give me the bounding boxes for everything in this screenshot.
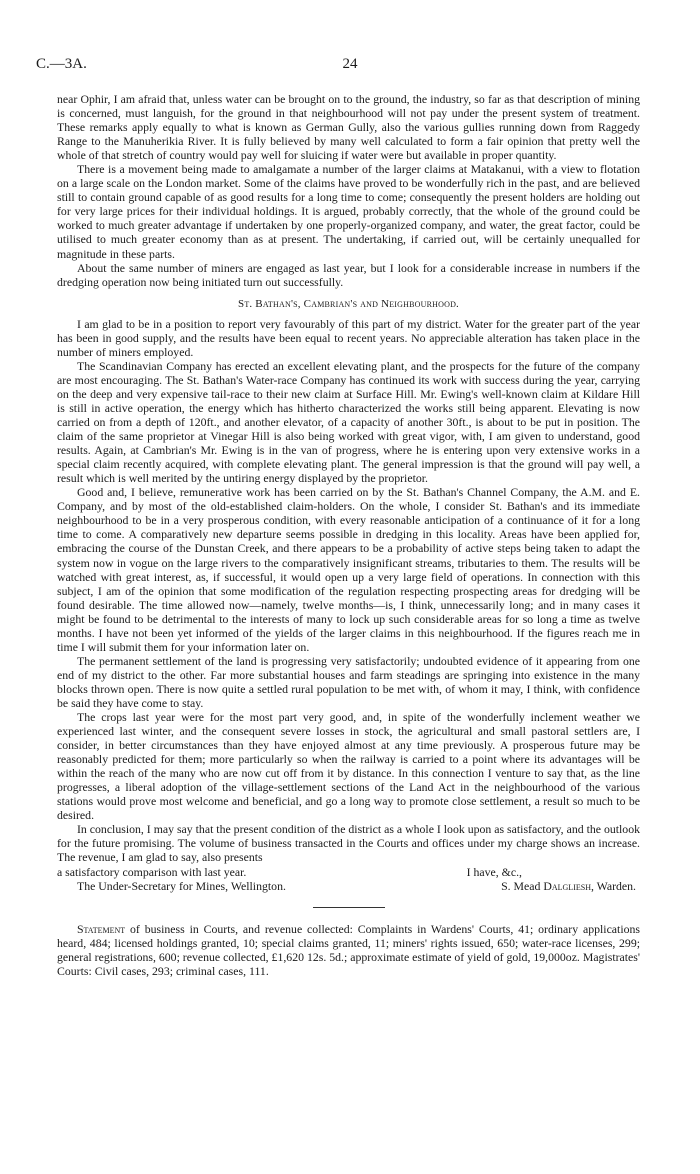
closing-left: a satisfactory comparison with last year.: [57, 864, 247, 879]
paragraph: In conclusion, I may say that the present condition of the district as a whole I look upon as satisfactory, and the outlook for the future promising. The volume of business transacted in the Courts and offices under my charge shows an increase. The revenue, I am glad to say, also presents: [57, 822, 640, 865]
signature-initials: S. Mead: [501, 878, 541, 893]
signature-surname: Dalgliesh: [543, 878, 591, 893]
statement-paragraph: [57, 922, 640, 978]
paragraph: About the same number of miners are engaged as last year, but I look for a considerable increase in numbers if the dredging operation now being initiated turn out successfully.: [57, 260, 640, 289]
statement-lead: Statement: [77, 921, 126, 936]
signature-line: [57, 879, 640, 893]
signature: [501, 879, 636, 893]
addressee: The Under-Secretary for Mines, Wellington.: [77, 878, 286, 893]
paragraph: The permanent settlement of the land is progressing very satisfactorily; undoubted evidence of it appearing from one end of my district to the other. Far more substantial houses and farm steadings are springing into existence in the many blocks thrown open. There is now quite a settled rural population to be met with, of whom it may, I think, with confidence be said they have come to stay.: [57, 653, 640, 710]
paragraph: The Scandinavian Company has erected an excellent elevating plant, and the prospects for the future of the company are most encouraging. The St. Bathan's Water-race Company has continued its work with success during the year, carrying on the deep and very expensive tail-race to their new claim at Surface Hill. Mr. Ewing's well-known claim at Kildare Hill is still in active operation, the energy which has hitherto characterized the works still being apparent. Elevating is now carried on from a depth of 120ft., and another elevator, of a capacity of another 30ft., is about to be put in position. The claim of the same proprietor at Vinegar Hill is also being worked with great vigor, with, I am given to understand, good results. Again, at Cambrian's Mr. Ewing is in the van of progress, where he is entering upon very extensive works in a special claim recently acquired, with complete elevating plant. The general impression is that the ground will pay well, a result which is well merited by the untiring energy displayed by the proprietor.: [57, 358, 640, 486]
paragraph: There is a movement being made to amalgamate a number of the larger claims at Matakanui, with a view to flotation on a large scale on the London market. Some of the claims have proved to be wonderfully rich in the past, and are believed still to contain ground capable of as good results for a long time to come; consequently the present holders are holding out for very large prices for their individual holdings. It is argued, probably correctly, that the whole of the ground could be worked to much greater advantage if undertaken by one properly-organized company, and water, the great factor, could be utilised to much greater economy than as at present. The undertaking, if carried out, will be certainly unequalled for magnitude in these parts.: [57, 162, 640, 261]
divider-rule: [313, 907, 385, 908]
statement-text: of business in Courts, and revenue collected: Complaints in Wardens' Courts, 41; ordinary applications heard, 484; licensed holdings granted, 10; special claims granted, 11; miners' rights issued, 650; water-race licenses, 299; general registrations, 600; revenue collected, £1,620 12s. 5d.; approximate estimate of yield of gold, 19,000oz. Magistrates' Courts: Civil cases, 293; criminal cases, 111.: [57, 921, 640, 978]
closing-line: [57, 865, 640, 879]
paragraph: near Ophir, I am afraid that, unless water can be brought on to the ground, the industry, so far as that description of mining is concerned, must languish, for the ground in that neighbourhood will not pay under the present system of treatment. These remarks apply equally to what is known as German Gully, also the various gullies running down from Raggedy Range to the Manuherikia River. It is fully believed by many well calculated to form a fair opinion that pretty well the whole of that stretch of country would pay well for sluicing if water were but available in proper quantity.: [57, 92, 640, 163]
paragraph: Good and, I believe, remunerative work has been carried on by the St. Bathan's Channel Company, the A.M. and E. Company, and by most of the old-established claim-holders. On the whole, I consider St. Bathan's and its immediate neighbourhood to be in a very prosperous condition, with every reasonable anticipation of a continuance of it for a long time to come. A comparatively new departure seems possible in dredging in this locality. Areas have been applied for, embracing the course of the Dunstan Creek, and there appears to be a probability of active steps being taken to adapt the system now in vogue on the large rivers to the comparatively insignificant streams, tributaries to them. The results will be watched with great interest, as, if successful, it would open up a very large field of operations. In connection with this subject, I am of the opinion that some modification of the regulation respecting prospecting areas for dredging will be found desirable. The time allowed now—namely, twelve months—is, I think, unnecessarily long; and in many cases it might be found to be detrimental to the interests of many to lock up such considerable areas for so long a time as twelve months. I have not been yet informed of the yields of the larger claims in this neighbourhood. If the figures reach me in time I will submit them for your information later on.: [57, 485, 640, 654]
document-body: [57, 92, 640, 978]
signature-suffix: , Warden.: [590, 878, 636, 893]
closing-salutation: I have, &c.,: [466, 864, 522, 879]
document-reference: C.—3A.: [36, 56, 87, 72]
section-heading: St. Bathan's, Cambrian's and Neighbourhood.: [238, 297, 459, 310]
page-header: [36, 56, 664, 80]
paragraph: The crops last year were for the most part very good, and, in spite of the wonderfully inclement weather we experienced last winter, and the consequent severe losses in stock, the agricultural and small pastoral settlers are, I consider, in better circumstances than they have enjoyed almost at any time previously. A prosperous future may be reasonably predicted for them; more particularly so when the railway is carried to a point where its advantages will be within the reach of the many who are now cut off from it by distance. In this connection I venture to say that, as the line progresses, a liberal adoption of the village-settlement sections of the Land Act in the neighbourhood of the various stations would prove most welcome and beneficial, and go a long way to promote close settlement, a result so much to be desired.: [57, 710, 640, 823]
paragraph: I am glad to be in a position to report very favourably of this part of my district. Water for the greater part of the year has been in good supply, and the results have been equal to recent years. No appreciable alteration has taken place in the number of miners employed.: [57, 316, 640, 359]
page-number: 24: [342, 56, 358, 72]
